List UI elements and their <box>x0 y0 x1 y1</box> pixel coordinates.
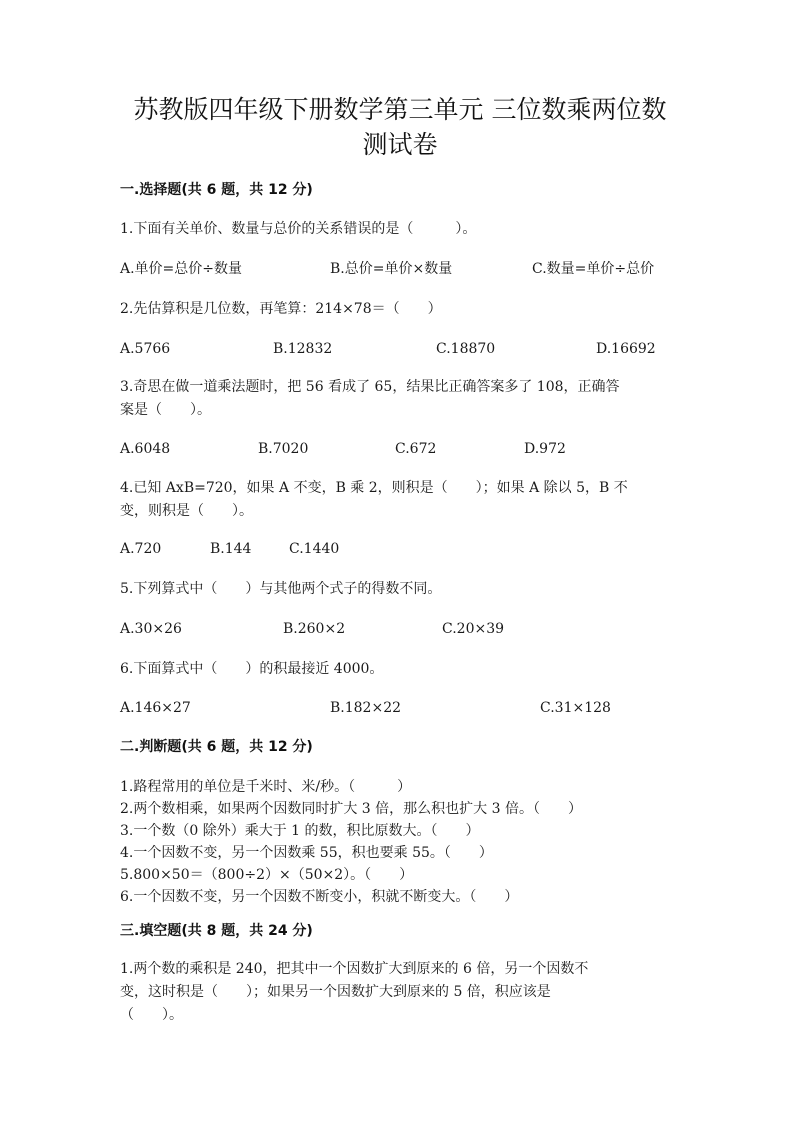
s1-q1-option-c[interactable]: C.数量=单价÷总价 <box>532 261 655 277</box>
s1-q3-line2: 案是（ ）。 <box>120 402 211 418</box>
s1-q1-option-b[interactable]: B.总价=单价×数量 <box>330 261 453 277</box>
s1-q4-line2: 变，则积是（ ）。 <box>120 503 253 519</box>
s1-q5-option-a[interactable]: A.30×26 <box>120 621 182 637</box>
s1-q5-option-c[interactable]: C.20×39 <box>442 621 505 637</box>
s2-item-2: 2.两个数相乘，如果两个因数同时扩大 3 倍，那么积也扩大 3 倍。（ ） <box>120 801 582 817</box>
s1-q3-line1: 3.奇思在做一道乘法题时，把 56 看成了 65，结果比正确答案多了 108，正确答 <box>120 379 620 395</box>
s1-q1-option-a[interactable]: A.单价=总价÷数量 <box>120 261 243 277</box>
s1-q4-option-a[interactable]: A.720 <box>120 541 162 557</box>
s1-q5-option-b[interactable]: B.260×2 <box>283 621 346 637</box>
s3-q1-line1: 1.两个数的乘积是 240，把其中一个因数扩大到原来的 6 倍，另一个因数不 <box>120 961 589 977</box>
s2-item-5: 5.800×50＝（800÷2）×（50×2）。（ ） <box>120 867 414 883</box>
s1-q2-option-b[interactable]: B.12832 <box>273 341 333 357</box>
s3-q1-line2: 变，这时积是（ ）；如果另一个因数扩大到原来的 5 倍，积应该是 <box>120 984 551 1000</box>
s2-item-3: 3.一个数（0 除外）乘大于 1 的数，积比原数大。（ ） <box>120 823 480 839</box>
s1-q3-option-b[interactable]: B.7020 <box>258 441 309 457</box>
s2-item-1: 1.路程常用的单位是千米时、米/秒。（ ） <box>120 779 412 795</box>
s1-q2-option-d[interactable]: D.16692 <box>596 341 656 357</box>
s1-q4-line1: 4.已知 AxB=720，如果 A 不变，B 乘 2，则积是（ ）；如果 A 除以 5，B 不 <box>120 480 628 496</box>
exam-title-line2: 测试卷 <box>362 130 438 159</box>
exam-title-line1: 苏教版四年级下册数学第三单元 三位数乘两位数 <box>133 95 667 124</box>
s1-q4-option-b[interactable]: B.144 <box>210 541 252 557</box>
s2-item-6: 6.一个因数不变，另一个因数不断变小，积就不断变大。（ ） <box>120 889 519 905</box>
s1-q4-option-c[interactable]: C.1440 <box>289 541 340 557</box>
s1-q6-option-b[interactable]: B.182×22 <box>330 700 402 716</box>
s2-item-4: 4.一个因数不变，另一个因数乘 55，积也要乘 55。（ ） <box>120 845 493 861</box>
s1-q6-text: 6.下面算式中（ ）的积最接近 4000。 <box>120 661 384 677</box>
s1-q3-option-c[interactable]: C.672 <box>395 441 437 457</box>
section1-heading: 一.选择题(共 6 题，共 12 分) <box>120 182 313 198</box>
s1-q2-option-a[interactable]: A.5766 <box>120 341 171 357</box>
s1-q3-option-a[interactable]: A.6048 <box>120 441 171 457</box>
s1-q2-text: 2.先估算积是几位数，再笔算：214×78＝（ ） <box>120 301 442 317</box>
s1-q6-option-c[interactable]: C.31×128 <box>540 700 611 716</box>
s3-q1-line3: （ ）。 <box>120 1007 183 1023</box>
s1-q3-option-d[interactable]: D.972 <box>524 441 566 457</box>
s1-q1-text: 1.下面有关单价、数量与总价的关系错误的是（ ）。 <box>120 221 477 237</box>
s1-q5-text: 5.下列算式中（ ）与其他两个式子的得数不同。 <box>120 581 442 597</box>
s1-q2-option-c[interactable]: C.18870 <box>436 341 496 357</box>
section3-heading: 三.填空题(共 8 题，共 24 分) <box>120 923 313 939</box>
s1-q6-option-a[interactable]: A.146×27 <box>120 700 191 716</box>
section2-heading: 二.判断题(共 6 题，共 12 分) <box>120 739 313 755</box>
